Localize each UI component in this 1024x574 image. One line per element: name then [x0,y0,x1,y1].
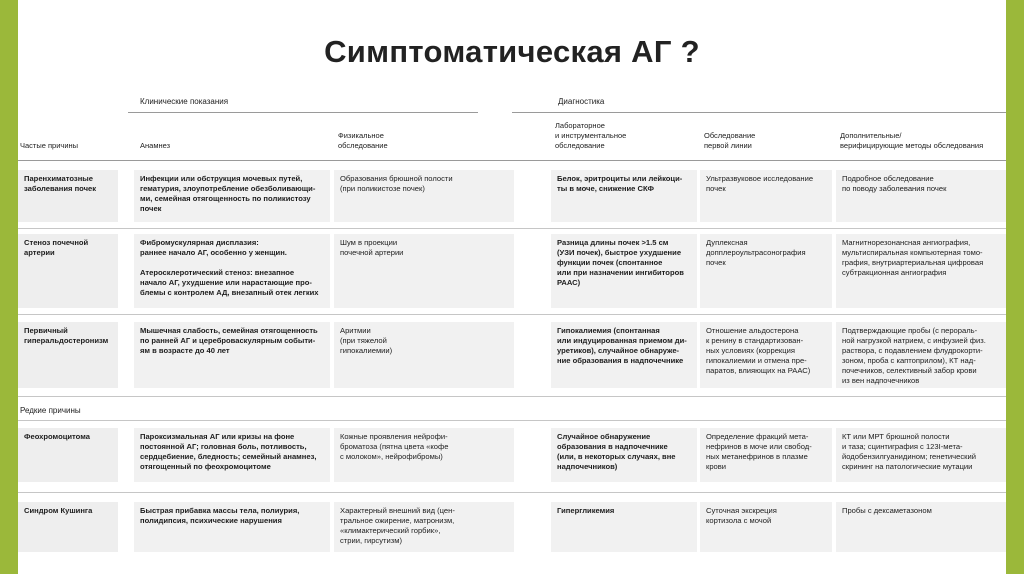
column-header-causes: Частые причины [20,141,79,150]
row-renal-artery-lab: Разница длины почек >1.5 см (УЗИ почек), быстрое ухудшение функции почек (спонтанное или при назначении ингибиторов РААС) [551,234,697,308]
row-renal-artery-cause: Стеноз почечной артерии [18,234,118,308]
slide-title: Симптоматическая АГ ? [324,34,700,69]
row-cushing-additional: Пробы с дексаметазоном [836,502,1006,552]
diagnostics-table [18,92,1006,574]
section-rare-causes: Редкие причины [20,406,81,415]
row-hyperaldosteronism-additional: Подтверждающие пробы (с перораль- ной нагрузкой натрием, с инфузией физ. раствора, с подавлением флудрокорти- зоном, проба с каптоприлом), КТ над- почечников, селективный забор крови из вен надпочечников [836,322,1006,388]
row-renal-additional: Подробное обследование по поводу заболевания почек [836,170,1006,222]
row-divider [18,314,1006,315]
header-divider [18,160,1006,161]
row-pheochromocytoma-physical: Кожные проявления нейрофи- броматоза (пятна цвета «кофе с молоком», нейрофибромы) [334,428,514,482]
row-hyperaldosteronism-first-line: Отношение альдостерона к ренину в стандартизован- ных условиях (коррекция гипокалиемии и отмена пре- паратов, влияющих на РААС) [700,322,832,388]
row-cushing-anamnesis: Быстрая прибавка массы тела, полиурия, полидипсия, психические нарушения [134,502,330,552]
column-header-anamnesis: Анамнез [140,141,171,150]
row-pheochromocytoma-anamnesis: Пароксизмальная АГ или кризы на фоне постоянной АГ; головная боль, потливость, сердцебиение, бледность; семейный анамнез, отягощенный по феохромоцитоме [134,428,330,482]
group-underline-diagnostics [512,112,1006,113]
row-renal-artery-anamnesis: Фибромускулярная дисплазия: раннее начало АГ, особенно у женщин. Атеросклеротический стеноз: внезапное начало АГ, ухудшение или нарастающие про- блемы с контролем АД, внезапный отек легких [134,234,330,308]
row-pheochromocytoma-first-line: Определение фракций мета- нефринов в моче или свобод- ных метанефринов в плазме крови [700,428,832,482]
group-header-clinical: Клинические показания [140,97,229,106]
column-header-physical: Физикальное обследование [338,131,388,150]
row-cushing-first-line: Суточная экскреция кортизола с мочой [700,502,832,552]
row-cushing-lab: Гипергликемия [551,502,697,552]
row-pheochromocytoma-lab: Случайное обнаружение образования в надпочечнике (или, в некоторых случаях, вне надпочечников) [551,428,697,482]
row-renal-lab: Белок, эритроциты или лейкоци- ты в моче, снижение СКФ [551,170,697,222]
right-accent-bar [1006,0,1024,574]
row-divider [18,492,1006,493]
row-renal-artery-first-line: Дуплексная допплероультрасонография почек [700,234,832,308]
row-renal-artery-additional: Магнитнорезонансная ангиография, мультиспиральная компьютерная томо- графия, внутриартериальная цифровая субтракционная ангиография [836,234,1006,308]
row-renal-cause: Паренхиматозные заболевания почек [18,170,118,222]
row-hyperaldosteronism-lab: Гипокалиемия (спонтанная или индуцированная приемом ди- уретиков), случайное обнаруже- ние образования в надпочечнике [551,322,697,388]
group-header-diagnostics: Диагностика [558,97,605,106]
row-hyperaldosteronism-physical: Аритмии (при тяжелой гипокалиемии) [334,322,514,388]
row-renal-physical: Образования брюшной полости (при поликистозе почек) [334,170,514,222]
column-header-additional: Дополнительные/ верифицирующие методы обследования [840,131,984,150]
row-renal-artery-physical: Шум в проекции почечной артерии [334,234,514,308]
row-pheochromocytoma-additional: КТ или МРТ брюшной полости и таза; сцинтиграфия с 123I-мета- йодобензилгуанидином; генетический скрининг на патологические мутации [836,428,1006,482]
left-accent-bar [0,0,18,574]
group-underline-clinical [128,112,478,113]
row-hyperaldosteronism-cause: Первичный гиперальдостеронизм [18,322,118,388]
row-divider [18,228,1006,229]
column-header-first-line: Обследование первой линии [704,131,756,150]
row-cushing-cause: Синдром Кушинга [18,502,118,552]
row-cushing-physical: Характерный внешний вид (цен- тральное ожирение, матронизм, «климактерический горбик», стрии, гирсутизм) [334,502,514,552]
row-renal-anamnesis: Инфекции или обструкция мочевых путей, гематурия, злоупотребление обезболивающи- ми, семейная отягощенность по поликистозу почек [134,170,330,222]
row-divider [18,396,1006,397]
column-header-lab: Лабораторное и инструментальное обследование [555,121,627,150]
row-renal-first-line: Ультразвуковое исследование почек [700,170,832,222]
section-divider [18,420,1006,421]
row-pheochromocytoma-cause: Феохромоцитома [18,428,118,482]
row-hyperaldosteronism-anamnesis: Мышечная слабость, семейная отягощенность по ранней АГ и цереброваскулярным событи- ям в возрасте до 40 лет [134,322,330,388]
